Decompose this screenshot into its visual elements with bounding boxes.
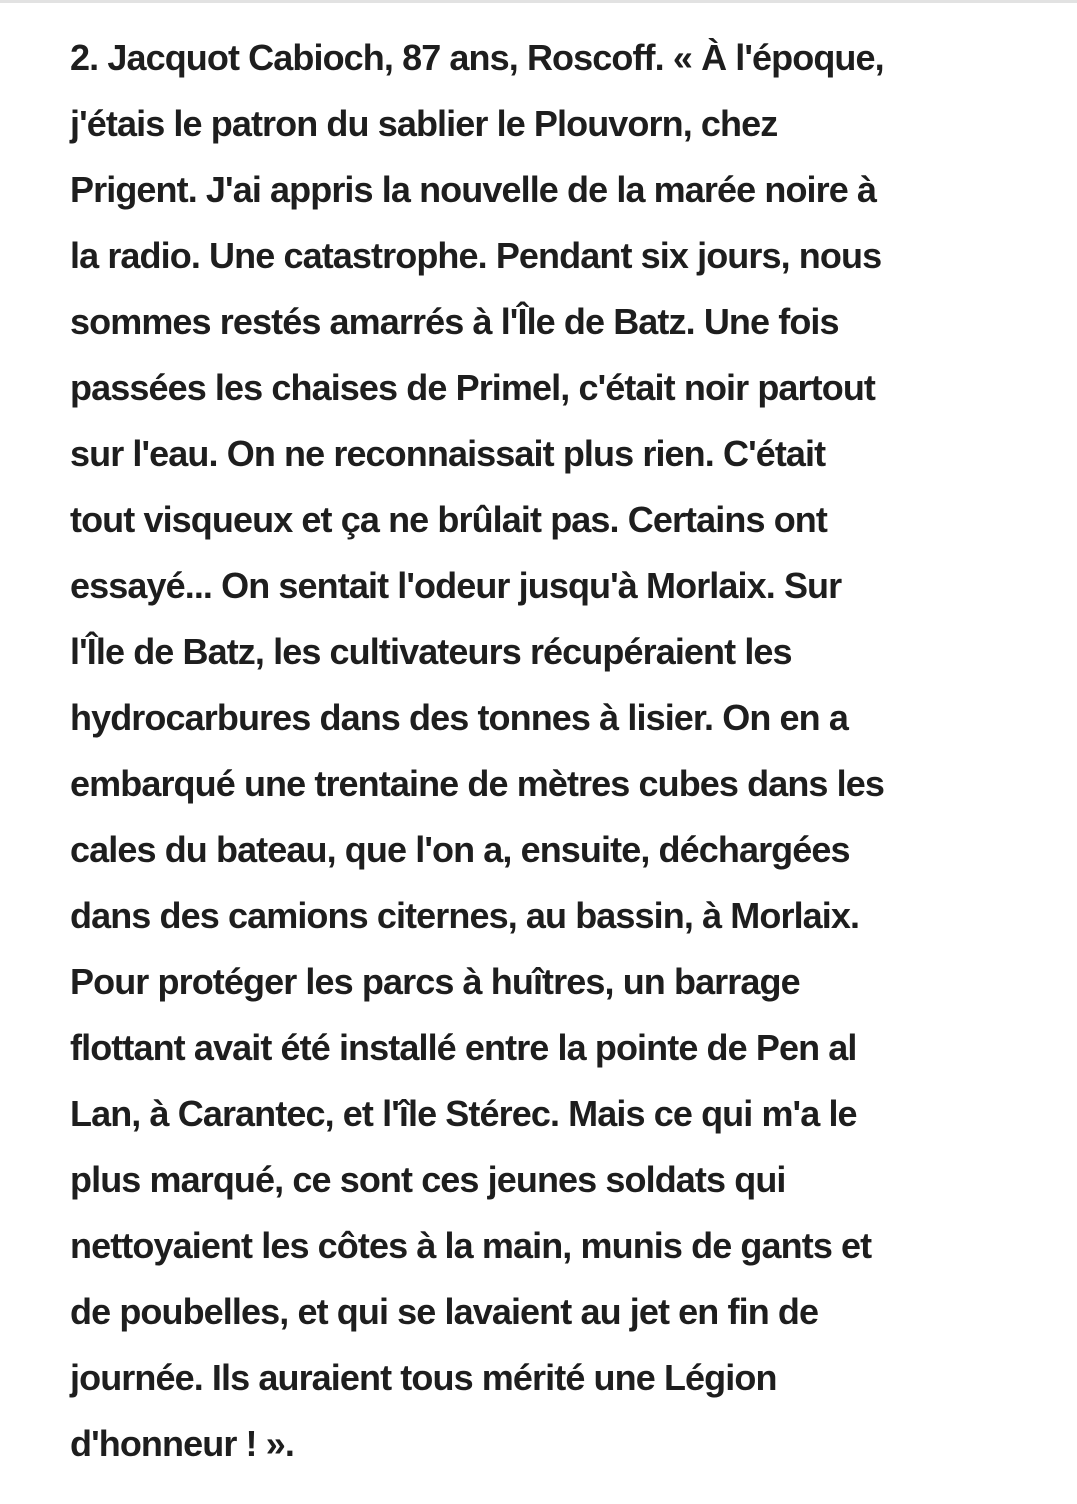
top-divider <box>0 0 1077 3</box>
paragraph-line: Prigent. J'ai appris la nouvelle de la marée noire à <box>70 169 877 210</box>
paragraph-line: nettoyaient les côtes à la main, munis de gants et <box>70 1225 872 1266</box>
paragraph-line: j'étais le patron du sablier le Plouvorn, chez <box>70 103 778 144</box>
paragraph-line: sommes restés amarrés à l'Île de Batz. Une fois <box>70 301 839 342</box>
paragraph-line: plus marqué, ce sont ces jeunes soldats qui <box>70 1159 786 1200</box>
paragraph-line: essayé... On sentait l'odeur jusqu'à Morlaix. Sur <box>70 565 842 606</box>
paragraph-line: flottant avait été installé entre la pointe de Pen al <box>70 1027 857 1068</box>
paragraph-line: sur l'eau. On ne reconnaissait plus rien. C'était <box>70 433 826 474</box>
paragraph-line: passées les chaises de Primel, c'était noir partout <box>70 367 876 408</box>
paragraph-line: cales du bateau, que l'on a, ensuite, déchargées <box>70 829 850 870</box>
paragraph-line: embarqué une trentaine de mètres cubes dans les <box>70 763 885 804</box>
paragraph-line: d'honneur ! ». <box>70 1423 294 1464</box>
paragraph-line: l'Île de Batz, les cultivateurs récupéraient les <box>70 631 792 672</box>
paragraph-line: hydrocarbures dans des tonnes à lisier. On en a <box>70 697 848 738</box>
paragraph-line: dans des camions citernes, au bassin, à Morlaix. <box>70 895 860 936</box>
paragraph-line: de poubelles, et qui se lavaient au jet en fin de <box>70 1291 819 1332</box>
paragraph-line: Pour protéger les parcs à huîtres, un barrage <box>70 961 800 1002</box>
paragraph-line: journée. Ils auraient tous mérité une Légion <box>70 1357 777 1398</box>
paragraph-line: 2. Jacquot Cabioch, 87 ans, Roscoff. « À l'époque, <box>70 37 884 78</box>
article-paragraph <box>70 25 1030 1477</box>
paragraph-line: Lan, à Carantec, et l'île Stérec. Mais ce qui m'a le <box>70 1093 857 1134</box>
paragraph-line: la radio. Une catastrophe. Pendant six jours, nous <box>70 235 882 276</box>
paragraph-line: tout visqueux et ça ne brûlait pas. Certains ont <box>70 499 827 540</box>
